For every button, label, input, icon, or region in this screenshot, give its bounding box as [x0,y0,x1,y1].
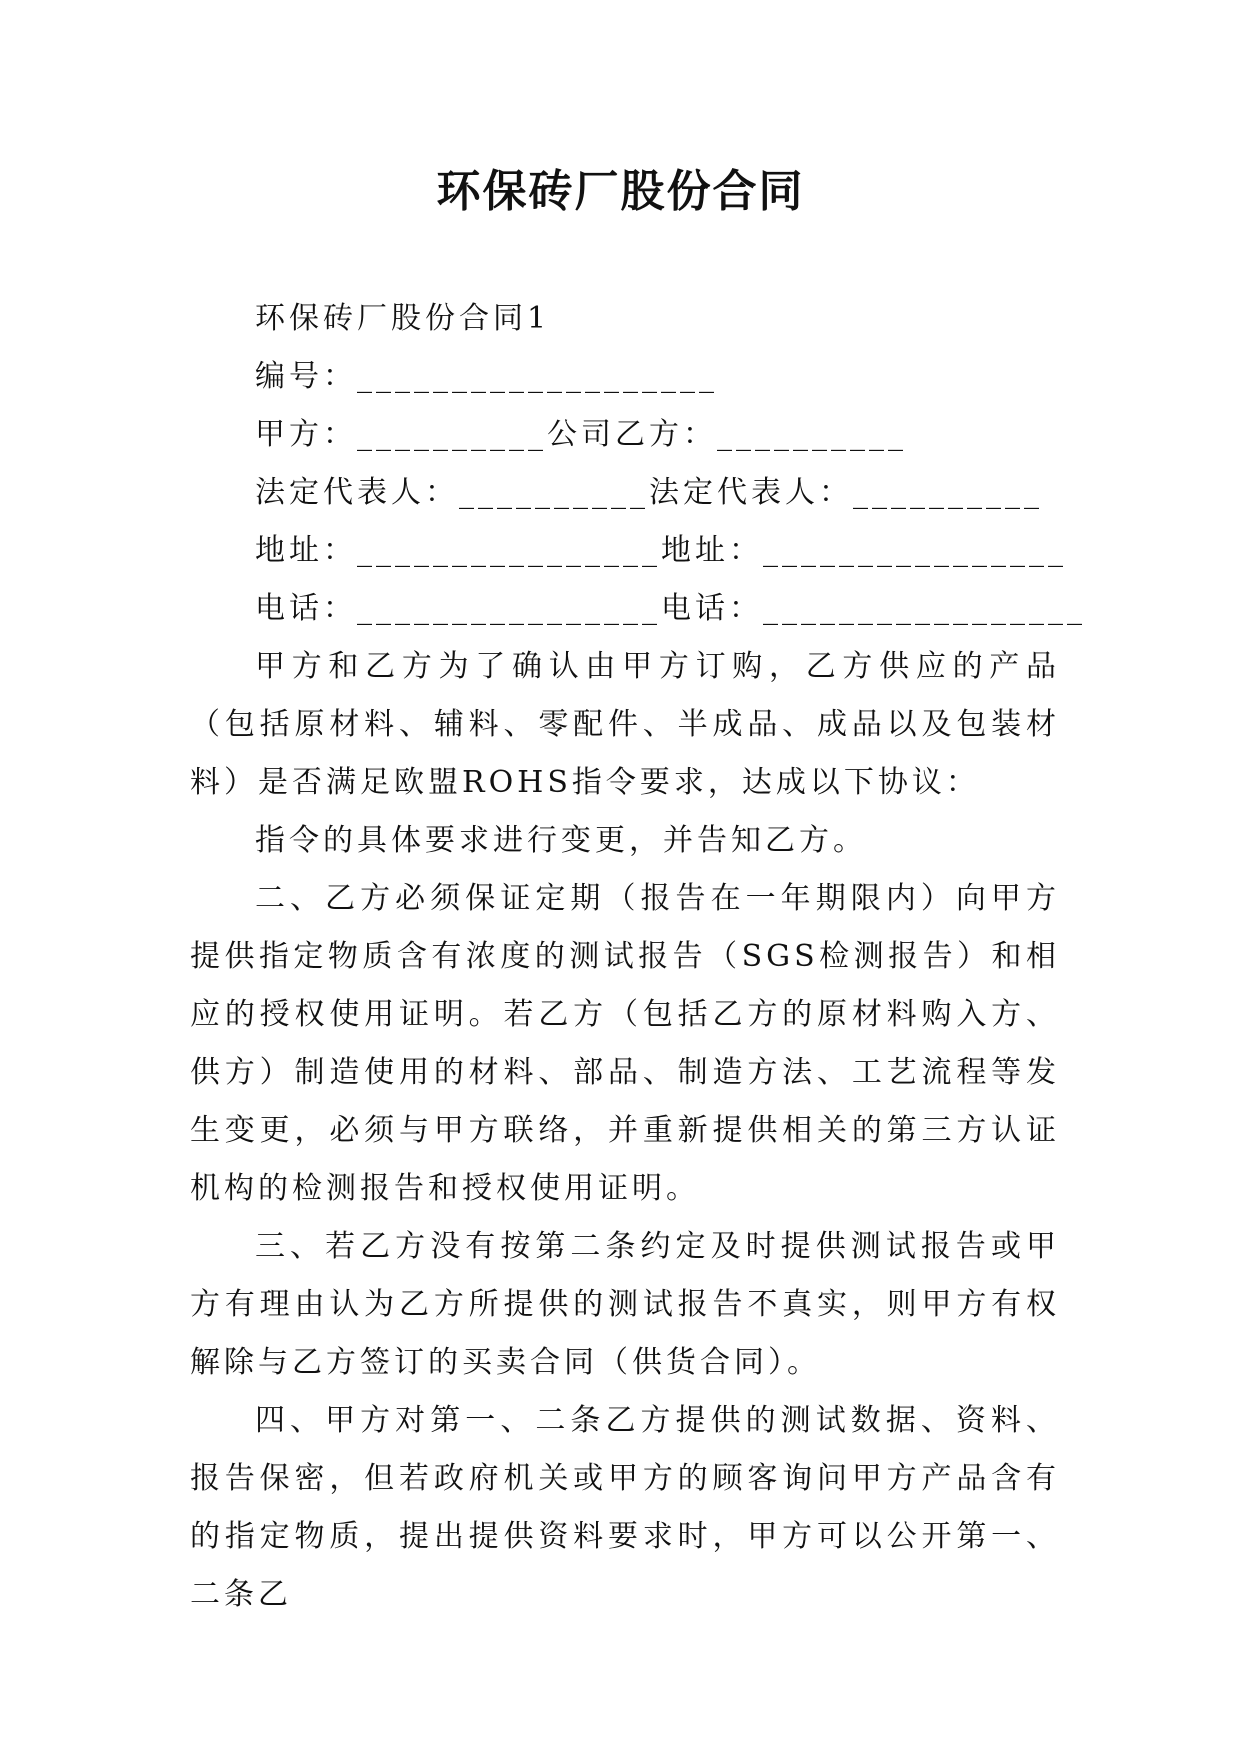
contract-subtitle: 环保砖厂股份合同1 [255,301,551,336]
document-body [190,290,1086,1624]
field-parties: 甲方：__________公司乙方：__________ [255,417,907,452]
field-legal-representatives: 法定代表人：__________法定代表人：__________ [255,475,1043,510]
paragraph-clause-4: 四、甲方对第一、二条乙方提供的测试数据、资料、报告保密，但若政府机关或甲方的顾客询问甲方产品含有的指定物质，提出提供资料要求时，甲方可以公开第一、二条乙 [190,1403,1060,1612]
field-addresses: 地址：________________地址：________________ [255,533,1067,568]
paragraph-clause-3: 三、若乙方没有按第二条约定及时提供测试报告或甲方有理由认为乙方所提供的测试报告不真实，则甲方有权解除与乙方签订的买卖合同（供货合同）。 [190,1229,1060,1380]
field-number: 编号：___________________ [255,359,718,394]
paragraph-clause-2: 二、乙方必须保证定期（报告在一年期限内）向甲方提供指定物质含有浓度的测试报告（SGS检测报告）和相应的授权使用证明。若乙方（包括乙方的原材料购入方、供方）制造使用的材料、部品、制造方法、工艺流程等发生变更，必须与甲方联络，并重新提供相关的第三方认证机构的检测报告和授权使用证明。 [190,881,1060,1206]
document-title: 环保砖厂股份合同 [436,166,805,217]
field-phones: 电话：________________电话：_________________ [255,591,1086,626]
paragraph-intro: 甲方和乙方为了确认由甲方订购，乙方供应的产品（包括原材料、辅料、零配件、半成品、成品以及包装材料）是否满足欧盟ROHS指令要求，达成以下协议： [190,649,1060,800]
paragraph-directive-change: 指令的具体要求进行变更，并告知乙方。 [255,823,867,858]
